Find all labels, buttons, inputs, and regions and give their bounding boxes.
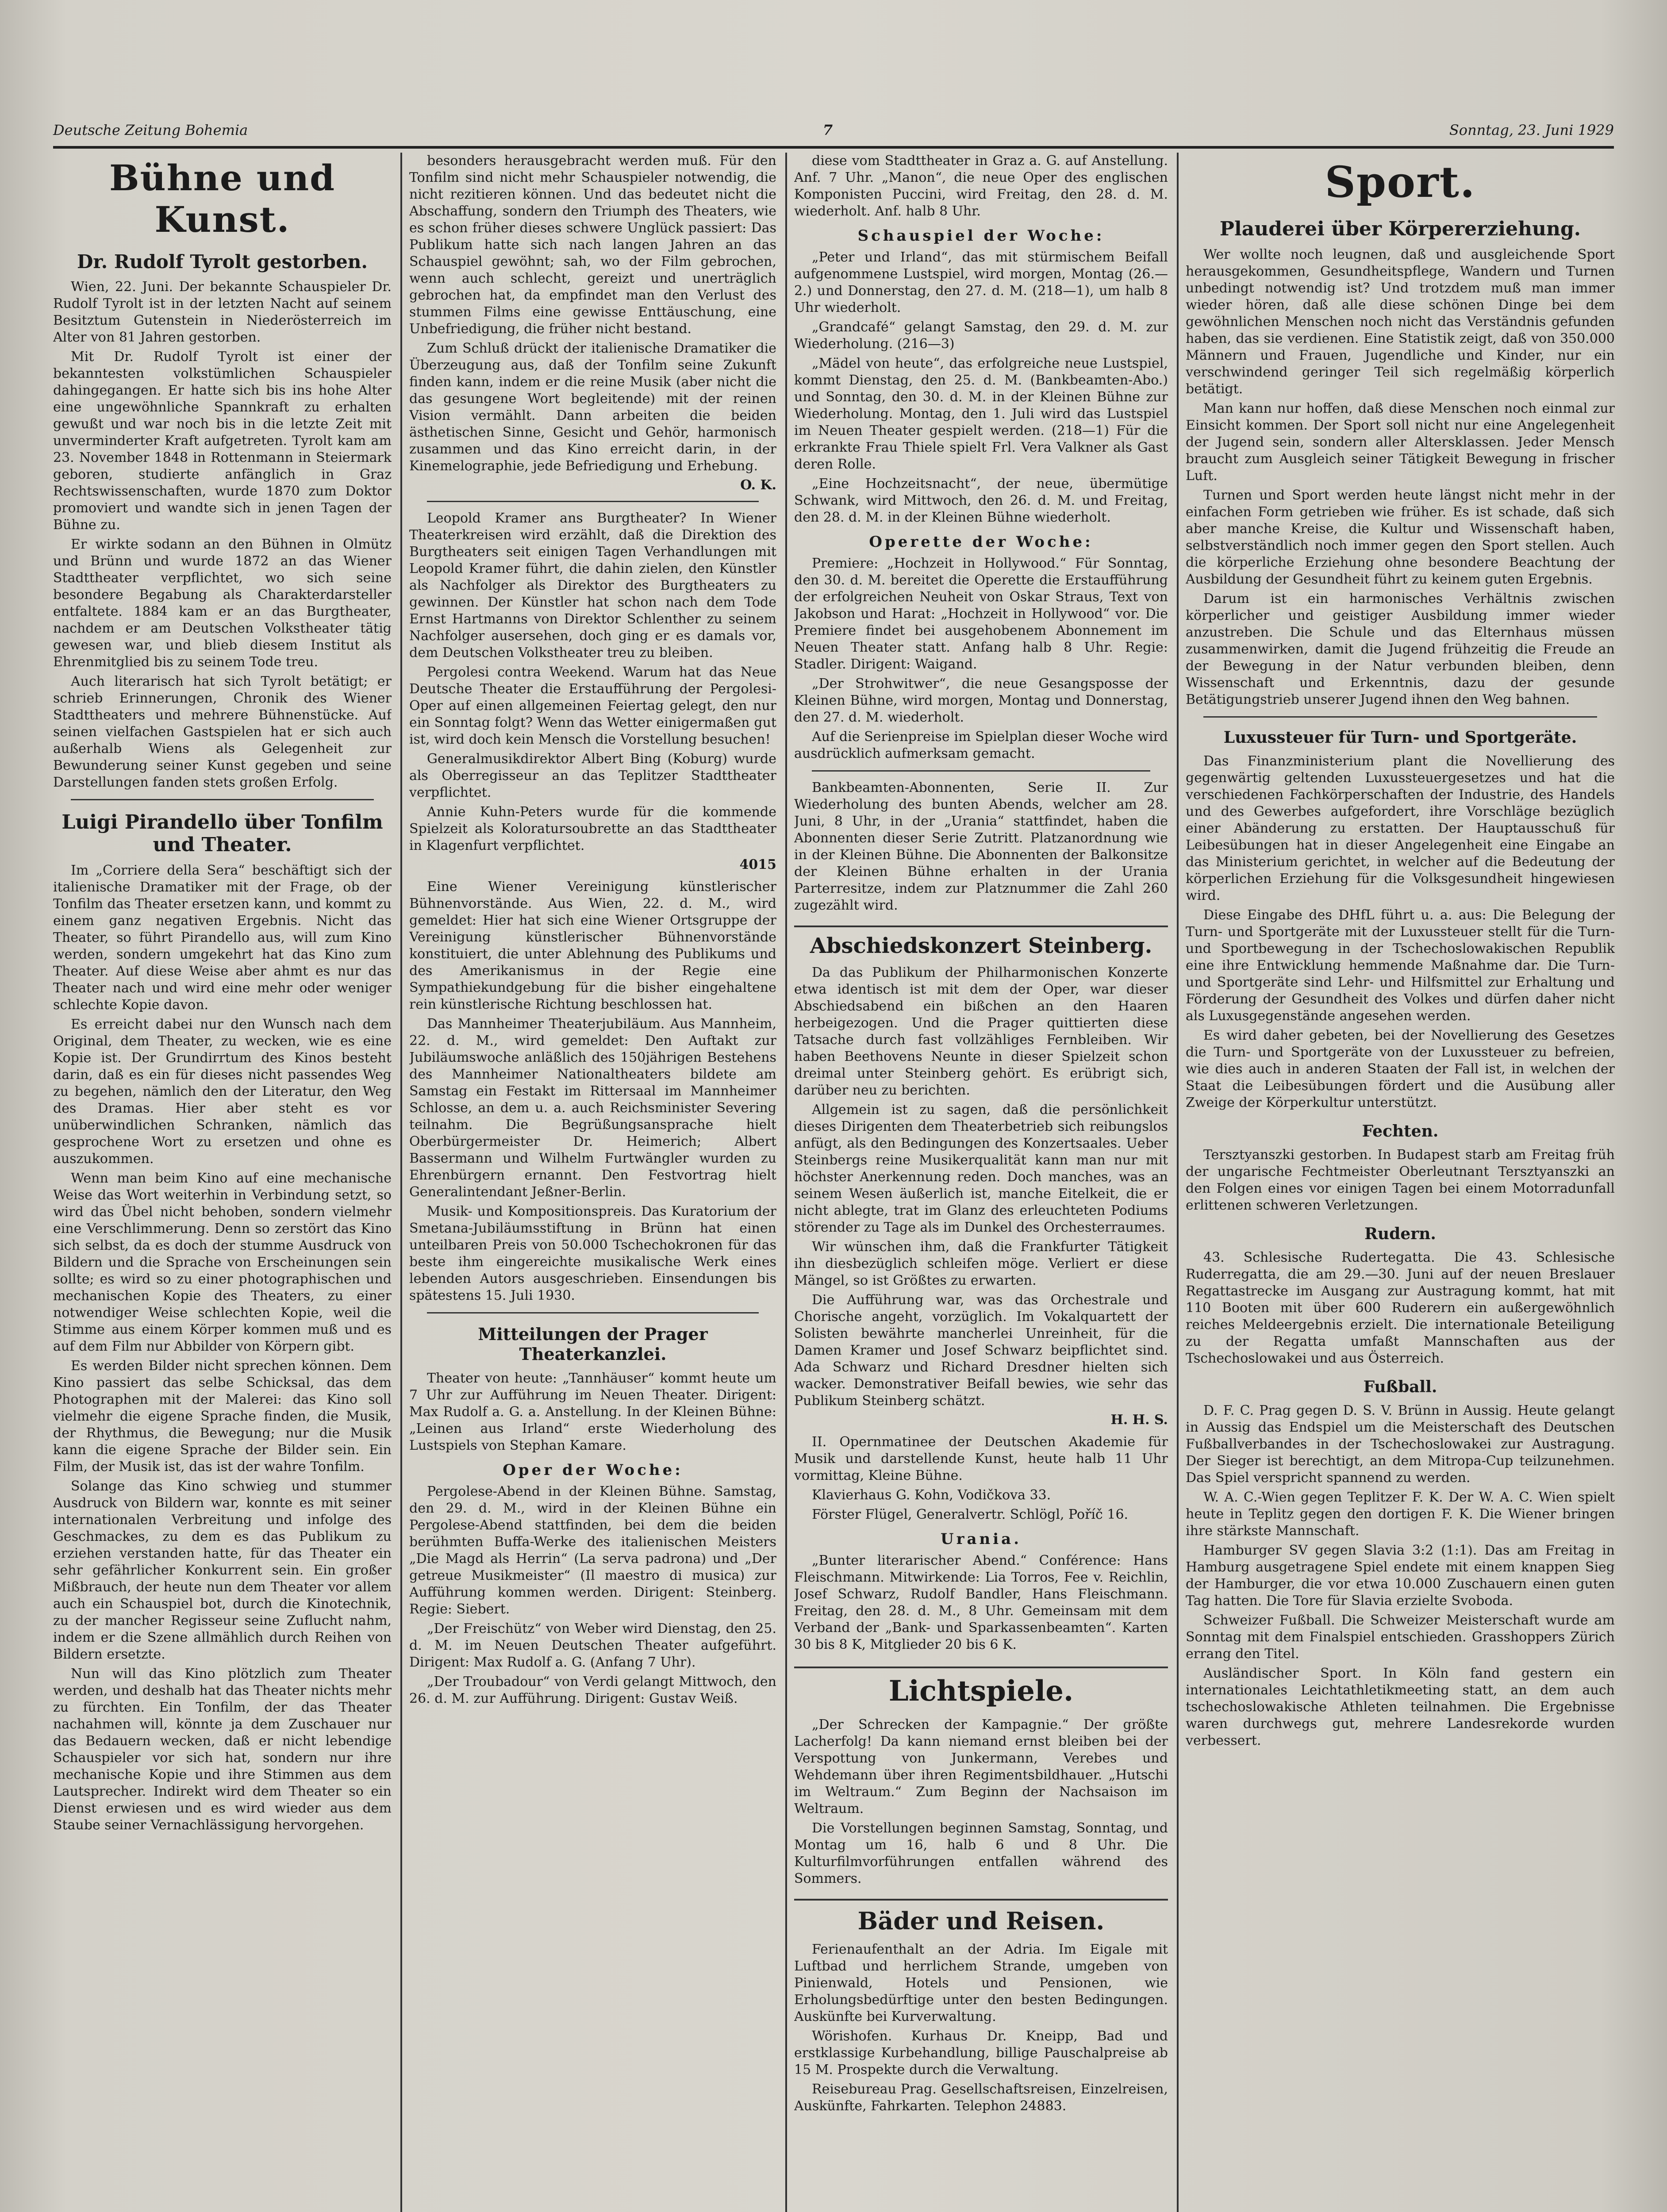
news-item: Ausländischer Sport. In Köln fand gestern ein internationales Leichtathletikmeeting statt, an dem auch tschechoslowakische Athleten teilnahmen. Die Ergebnisse waren durchwegs gut, mehrere Landesrekorde wurden verbessert.: [1186, 1666, 1615, 1748]
article-paragraph: Solange das Kino schwieg und stummer Ausdruck von Bildern war, konnte es mit seiner internationalen Verbreitung und infolge des Geschmackes, zu dem es das Publikum zu erziehen verstanden hatte, für das Theater ein sehr gefährlicher Konkurrent sein. Ein großer Mißbrauch, der heute nun dem Theater vor allem auch ein Schauspiel bot, durch die Kinotechnik, zu der mancher Regisseur seine Zuflucht nahm, indem er die Szene allmählich durch Reihen von Bildern ersetzte.: [53, 1479, 392, 1662]
article-paragraph: Die Aufführung war, was das Orchestrale und Chorische angeht, vorzüglich. Im Vokalquartett der Solisten bewährte mancherlei Unreinheit, für die Damen Kramer und Josef Schwarz beipflichtet sind. Ada Schwarz und Richard Dresdner hielten sich wacker. Demonstrativer Beifall bewies, wie sehr das Publikum Steinberg schätzt.: [794, 1292, 1168, 1409]
news-item: Auf die Serienpreise im Spielplan dieser Woche wird ausdrücklich aufmerksam gemacht.: [794, 729, 1168, 761]
news-item: Die Vorstellungen beginnen Samstag, Sonntag, und Montag um 16, halb 6 und 8 Uhr. Die Kulturfilmvorführungen entfallen während des Sommers.: [794, 1820, 1168, 1886]
article-paragraph: Turnen und Sport werden heute längst nicht mehr in der einfachen Form getrieben wie früher. Es ist schade, daß sich aber manche Kreise, die Kultur und Wissenschaft haben, selbstverständlich noch immer gegen den Sport stellen. Auch die körperliche Erziehung ohne besondere Beachtung der Ausbildung der Gesundheit führt zu keinem guten Ergebnis.: [1186, 488, 1615, 587]
news-item: Musik- und Kompositionspreis. Das Kuratorium der Smetana-Jubiläumsstiftung in Brünn hat einen unteilbaren Preis von 50.000 Tschechokronen für das beste ihm eingereichte musikalische Werk eines lebenden Autors ausgeschrieben. Einsendungen bis spätestens 15. Juli 1930.: [409, 1204, 776, 1303]
fussball-title: Fußball.: [1363, 1378, 1437, 1396]
news-item: Tersztyanszki gestorben. In Budapest starb am Freitag früh der ungarische Fechtmeister Oberleutnant Tersztyanszki an den Folgen eines vor einigen Tagen bei einem Motorradunfall erlittenen schweren Verletzungen.: [1186, 1147, 1615, 1213]
mitteilungen-title: Mitteilungen der Prager Theaterkanzlei.: [478, 1324, 708, 1364]
article-paragraph: Mit Dr. Rudolf Tyrolt ist einer der bekanntesten volkstümlichen Schauspieler dahingegangen. Er hatte sich bis ins hohe Alter eine ungewöhnliche Spannkraft zu erhalten gewußt und war noch bis in die letzte Zeit mit unverminderter Kraft aufgetreten. Tyrolt kam am 23. November 1848 in Rottenmann in Steiermark geboren, studierte anfänglich in Graz Rechtswissenschaften, wurde 1870 zum Doktor promoviert und wandte sich in jenen Tagen der Bühne zu.: [53, 349, 392, 533]
news-item: Schweizer Fußball. Die Schweizer Meisterschaft wurde am Sonntag mit dem Finalspiel entschieden. Grasshoppers Zürich errang den Titel.: [1186, 1613, 1615, 1662]
news-item: Hamburger SV gegen Slavia 3:2 (1:1). Das am Freitag in Hamburg ausgetragene Spiel endete mit einem knappen Sieg der Hamburger, die vor etwa 10.000 Zuschauern einen guten Tag hatten. Die Tore für Slavia erzielte Svoboda.: [1186, 1543, 1615, 1609]
steinberg-title: Abschiedskonzert Steinberg.: [794, 926, 1168, 958]
news-item: II. Opernmatinee der Deutschen Akademie für Musik und darstellende Kunst, heute halb 11 Uhr vormittag, Kleine Bühne.: [794, 1434, 1168, 1483]
section-title-sport: Sport.: [1325, 157, 1476, 207]
news-item: „Der Strohwitwer“, die neue Gesangsposse der Kleinen Bühne, wird morgen, Montag und Donnerstag, den 27. d. M. wiederholt.: [794, 676, 1168, 725]
newspaper-name: Deutsche Zeitung Bohemia: [53, 122, 248, 138]
divider: [427, 1312, 759, 1313]
article-paragraph: Es wird daher gebeten, bei der Novellierung des Gesetzes die Turn- und Sportgeräte von der Luxussteuer zu befreien, wie dies auch in anderen Staaten der Fall ist, in welchen der Staat die Leibesübungen fördert und die Ausübung aller Zweige der Körperkultur unterstützt.: [1186, 1028, 1615, 1110]
news-item: 43. Schlesische Rudertegatta. Die 43. Schlesische Ruderregatta, die am 29.—30. Juni auf der neuen Breslauer Regattastrecke im Ausgang zur Austragung kommt, hat mit 110 Booten mit über 600 Ruderern ein außergewöhnlich reiches Meldeergebnis erzielt. Die internationale Beteiligung zu der Regatta umfaßt Mannschaften aus der Tschechoslowakei und aus Österreich.: [1186, 1250, 1615, 1366]
news-item: Pergolese-Abend in der Kleinen Bühne. Samstag, den 29. d. M., wird in der Kleinen Bühne ein Pergolese-Abend stattfinden, bei dem die beiden berühmten Buffa-Werke des italienischen Meisters „Die Magd als Herrin“ (La serva padrona) und „Der getreue Musikmeister“ (Il maestro di musica) zur Aufführung kommen werden. Dirigent: Steinberg. Regie: Siebert.: [409, 1484, 776, 1617]
article-title-koerpererziehung: Plauderei über Körpererziehung.: [1219, 218, 1581, 240]
advert-line: Förster Flügel, Generalvertr. Schlögl, Poříč 16.: [812, 1507, 1129, 1522]
news-item: W. A. C.-Wien gegen Teplitzer F. K. Der W. A. C. Wien spielt heute in Teplitz gegen den dortigen F. K. Die Wiener bringen ihre stärkste Mannschaft.: [1186, 1490, 1615, 1539]
article-paragraph: besonders herausgebracht werden muß. Für den Tonfilm sind nicht mehr Schauspieler notwendig, die nicht rezitieren können. Und das bedeutet nicht die Abschaffung, sondern den Triumph des Theaters, wie es schon früher dieses schwere Unglück passiert: Das Publikum hatte sich nach langen Jahren an das Schauspiel gewöhnt; sah, wo der Film gebrochen, wenn auch schlecht, gereizt und unerträglich gebrochen hat, da empfindet man den Verlust des stummen Films eine gewisse Enttäuschung, eine Unbefriedigung, die früher nicht bestand.: [409, 153, 776, 337]
article-paragraph: Diese Eingabe des DHfL führt u. a. aus: Die Belegung der Turn- und Sportgeräte mit der Luxussteuer stellt für die Turn- und Sportbewegung in der Tschechoslowakischen Republik eine ihre Entwicklung hemmende Maßnahme dar. Die Turn- und Sportgeräte sind Lehr- und Hilfsmittel zur Erhaltung und Förderung der Gesundheit des Volkes und dürfen daher nicht als Luxusgegenstände angesehen werden.: [1186, 907, 1615, 1024]
news-item: diese vom Stadttheater in Graz a. G. auf Anstellung. Anf. 7 Uhr. „Manon“, die neue Oper des englischen Komponisten Puccini, wird Freitag, den 28. d. M. wiederholt. Anf. halb 8 Uhr.: [794, 153, 1168, 219]
rudern-title: Rudern.: [1364, 1225, 1436, 1243]
news-item: Eine Wiener Vereinigung künstlerischer Bühnenvorstände. Aus Wien, 22. d. M., wird gemeldet: Hier hat sich eine Wiener Ortsgruppe der Vereinigung künstlerischer Bühnenvorstände konstituiert, die unter Ablehnung des Publikums und des Amerikanismus in der Regie eine Sympathiekundgebung für die bisher eingehaltene rein künstlerische Richtung beschlossen hat.: [409, 879, 776, 1012]
news-item: D. F. C. Prag gegen D. S. V. Brünn in Aussig. Heute gelangt in Aussig das Endspiel um die Meisterschaft des Deutschen Fußballverbandes in der Tschechoslowakei zur Austragung. Der Sieger ist berechtigt, an dem Mitropa-Cup teilzunehmen. Das Spiel verspricht spannend zu werden.: [1186, 1403, 1615, 1486]
article-paragraph: Wenn man beim Kino auf eine mechanische Weise das Wort weiterhin in Verbindung setzt, so wird das Übel nicht behoben, sondern vielmehr eine Verschlimmerung. Denn so zerstört das Kino sich selbst, da es doch der stumme Ausdruck von Bildern und die Sprache von Erscheinungen sein sollte; es wird so zu einer photographischen und mechanischen Kopie des Theaters, zu einer notwendiger Weise schlechten Kopie, weil die Stimme aus einem Körper kommen muß und es auf dem Film nur Abbilder von Körpern gibt.: [53, 1171, 392, 1354]
news-item: „Grandcafé“ gelangt Samstag, den 29. d. M. zur Wiederholung. (216—3): [794, 319, 1168, 352]
news-item: „Mädel von heute“, das erfolgreiche neue Lustspiel, kommt Dienstag, den 25. d. M. (Bankbeamten-Abo.) und Sonntag, den 30. d. M. in der Kleinen Bühne zur Wiederholung. Montag, den 1. Juli wird das Lustspiel im Neuen Theater gespielt werden. (218—1) Für die erkrankte Frau Thiele spielt Frl. Vera Valkner als Gast deren Rolle.: [794, 356, 1168, 472]
column-rule: [785, 153, 787, 2212]
section-title-buehne: Bühne und Kunst.: [109, 157, 336, 240]
urania-title: Urania.: [940, 1530, 1022, 1548]
news-item: „Der Troubadour“ von Verdi gelangt Mittwoch, den 26. d. M. zur Aufführung. Dirigent: Gustav Weiß.: [409, 1674, 776, 1706]
article-paragraph: Es erreicht dabei nur den Wunsch nach dem Original, dem Theater, zu wecken, wie es eine Kopie ist. Der Grundirrtum des Kinos besteht darin, daß es ein für dieses nicht passendes Weg zu begehen, nämlich den der Literatur, den Weg des Dramas. Hier aber steht es vor unüberwindlichen Schranken, nämlich das gesprochene Wort zu ersetzen und ohne es auszukommen.: [53, 1017, 392, 1167]
lichtspiele-title: Lichtspiele.: [794, 1667, 1168, 1708]
article-paragraph: Da das Publikum der Philharmonischen Konzerte etwa identisch ist mit dem der Oper, war dieser Abschiedsabend ein bißchen an den Haaren herbeigezogen. Und die Prager quittierten diese Tatsache durch fast vollzähliges Fernbleiben. Wir haben Beethovens Neunte in dieser Spielzeit schon dreimal unter Steinberg gehört. Es erübrigt sich, darüber neu zu berichten.: [794, 965, 1168, 1098]
article-paragraph: Wir wünschen ihm, daß die Frankfurter Tätigkeit ihn diesbezüglich schleifen möge. Verliert er diese Mängel, so ist Größtes zu erwarten.: [794, 1239, 1168, 1288]
article-paragraph: Das Finanzministerium plant die Novellierung des gegenwärtig geltenden Luxussteuergesetzes und hat die verschiedenen Fachkörperschaften der Industrie, des Handels und des Gewerbes aufgefordert, ihre Vorschläge bezüglich einer Abänderung zu erstatten. Der Hauptausschuß für Leibesübungen hat in dieser Angelegenheit eine Eingabe an das Ministerium gerichtet, in welcher auf die Bedeutung der körperlichen Erziehung für die Volksgesundheit hingewiesen wird.: [1186, 753, 1615, 903]
article-paragraph: Darum ist ein harmonisches Verhältnis zwischen körperlicher und geistiger Ausbildung immer wieder anzustreben. Die Schule und das Elternhaus müssen zusammenwirken, damit die Jugend frühzeitig die Freude an der Bewegung in der Natur verbunden bleiben, denn Wissenschaft und Erkenntnis, dazu der gesunde Betätigungstrieb unserer Jugend ihnen den Weg bahnen.: [1186, 591, 1615, 707]
news-item: Theater von heute: „Tannhäuser“ kommt heute um 7 Uhr zur Aufführung im Neuen Theater. Dirigent: Max Rudolf a. G. a. Anstellung. In der Kleinen Bühne: „Leinen aus Irland“ erste Wiederholung des Lustspiels von Stephan Kamare.: [409, 1371, 776, 1453]
article-paragraph: Im „Corriere della Sera“ beschäftigt sich der italienische Dramatiker mit der Frage, ob der Tonfilm das Theater ersetzen kann, und kommt zu einem ganz negativen Ergebnis. Nicht das Theater, so führt Pirandello aus, will zum Kino werden, sondern umgekehrt hat das Kino zum Theater. Auf diese Weise aber ahmt es nur das Theater nach und wird eine mehr oder weniger schlechte Kopie davon.: [53, 863, 392, 1013]
divider: [427, 501, 759, 502]
item-code: 4015: [739, 857, 776, 872]
news-item: Generalmusikdirektor Albert Bing (Koburg) wurde als Oberregisseur an das Teplitzer Stadttheater verpflichtet.: [409, 751, 776, 800]
news-item: Das Mannheimer Theaterjubiläum. Aus Mannheim, 22. d. M., wird gemeldet: Den Auftakt zur Jubiläumswoche anläßlich des 150jährigen Bestehens des Mannheimer Nationaltheaters bildete am Samstag ein Festakt im Rittersaal im Mannheimer Schlosse, an dem u. a. auch Reichsminister Severing teilnahm. Die Begrüßungsansprache hielt Oberbürgermeister Dr. Heimerich; Albert Bassermann und Wilhelm Furtwängler wurden zu Ehrenbürgern ernannt. Den Festvortrag hielt Generalintendant Jeßner-Berlin.: [409, 1016, 776, 1200]
issue-date: Sonntag, 23. Juni 1929: [1449, 122, 1614, 138]
news-item: „Der Schrecken der Kampagnie.“ Der größte Lacherfolg! Da kann niemand ernst bleiben bei der Verspottung von Junkermann, Verebes und Wehdemann über ihren Regimentsbildhauer. „Hutschi im Weltraum.“ Zum Beginn der Nachsaison im Weltraum.: [794, 1717, 1168, 1816]
article-paragraph: Auch literarisch hat sich Tyrolt betätigt; er schrieb Erinnerungen, Chronik des Wiener Stadttheaters und mehrere Bühnenstücke. Auf seinen vielfachen Gastspielen hat er sich auch außerhalb Wiens als Gelegenheit zur Bewunderung seiner Kunst gegeben und seine Darstellungen fanden stets großen Erfolg.: [53, 674, 392, 790]
column-2: [409, 153, 776, 2212]
fechten-title: Fechten.: [1362, 1122, 1439, 1141]
page-header: [53, 119, 1614, 149]
article-paragraph: Er wirkte sodann an den Bühnen in Olmütz und Brünn und wurde 1872 an das Wiener Stadttheater verpflichtet, wo sich seine besondere Begabung als Charakterdarsteller entfaltete. 1884 kam er an das Burgtheater, nachdem er am Deutschen Volkstheater tätig gewesen war, und blieb diesem Institut als Ehrenmitglied bis zu seinem Tode treu.: [53, 537, 392, 670]
article-paragraph: Wien, 22. Juni. Der bekannte Schauspieler Dr. Rudolf Tyrolt ist in der letzten Nacht auf seinem Besitztum Gutenstein in Niederösterreich im Alter von 81 Jahren gestorben.: [53, 279, 392, 345]
news-item: Bankbeamten-Abonnenten, Serie II. Zur Wiederholung des bunten Abends, welcher am 28. Juni, 8 Uhr, in der „Urania“ stattfindet, haben die Abonnenten dieser Serie Zutritt. Platzanordnung wie in der Kleinen Bühne. Die Abonnenten der Balkonsitze der Kleinen Bühne erhalten in der Urania Parterresitze, indem zur Platznummer die Zahl 260 zugezählt wird.: [794, 780, 1168, 913]
news-item: „Bunter literarischer Abend.“ Conférence: Hans Fleischmann. Mitwirkende: Lia Torros, Fee v. Reichlin, Josef Schwarz, Rudolf Bandler, Hans Fleischmann. Freitag, den 28. d. M., 8 Uhr. Gemeinsam mit dem Verband der „Bank- und Sparkassenbeamten“. Karten 30 bis 8 K, Mitglieder 20 bis 6 K.: [794, 1553, 1168, 1652]
oper-der-woche-title: Oper der Woche:: [503, 1461, 683, 1479]
news-item: Leopold Kramer ans Burgtheater? In Wiener Theaterkreisen wird erzählt, daß die Direktion des Burgtheaters seit einigen Tagen Verhandlungen mit Leopold Kramer führt, die dahin zielen, den Künstler als Nachfolger als Direktor des Burgtheaters zu gewinnen. Der Künstler hat schon nach dem Tode Ernst Hartmanns von Direktor Schlenther zu seinem Nachfolger ausersehen, doch ging er es damals vor, dem Deutschen Volkstheater treu zu bleiben.: [409, 511, 776, 661]
advert-line: Klavierhaus G. Kohn, Vodičkova 33.: [812, 1487, 1051, 1503]
article-paragraph: Allgemein ist zu sagen, daß die persönlichkeit dieses Dirigenten dem Theaterbetrieb sich reibungslos anfügt, als den Bedingungen des Konzertsaales. Ueber Steinbergs reine Musikerqualität kann man nur mit höchster Anerkennung reden. Doch manches, was an seinem Wesen äußerlich ist, manche Eitelkeit, die er nicht ablegte, trat im Glanz des erleuchteten Podiums störender zu Tage als im Dunkel des Orchesterraumes.: [794, 1102, 1168, 1235]
news-item: Reisebureau Prag. Gesellschaftsreisen, Einzelreisen, Auskünfte, Fahrkarten. Telephon 24883.: [794, 2081, 1168, 2114]
news-item: Pergolesi contra Weekend. Warum hat das Neue Deutsche Theater die Erstaufführung der Pergolesi-Oper auf einen allgemeinen Feiertag gelegt, den nur ein Sonntag folgt? Wenn das Wetter einigermaßen gut ist, wird doch kein Mensch die Vorstellung besuchen!: [409, 664, 776, 747]
article-title-tyrolt: Dr. Rudolf Tyrolt gestorben.: [77, 251, 368, 273]
operette-title: Operette der Woche:: [869, 533, 1093, 551]
news-item: „Eine Hochzeitsnacht“, der neue, übermütige Schwank, wird Mittwoch, den 26. d. M. und Freitag, den 28. d. M. in der Kleinen Bühne wiederholt.: [794, 476, 1168, 525]
column-3: [794, 153, 1168, 2212]
baeder-title: Bäder und Reisen.: [794, 1899, 1168, 1935]
news-item: Premiere: „Hochzeit in Hollywood.“ Für Sonntag, den 30. d. M. bereitet die Operette die Erstaufführung der erfolgreichen Neuheit von Oskar Straus, Text von Jakobson und Harat: „Hochzeit in Hollywood“ vor. Die Premiere findet bei ausgehobenem Abonnement im Neuen Theater statt. Anfang halb 8 Uhr. Regie: Stadler. Dirigent: Waigand.: [794, 556, 1168, 672]
article-paragraph: Zum Schluß drückt der italienische Dramatiker die Überzeugung aus, daß der Tonfilm seine Zukunft finden kann, indem er die reine Musik (aber nicht die das gesungene Wort begleitende) mit der reinen Vision vermählt. Dann arbeiten die beiden ästhetischen Sinne, Gesicht und Gehör, harmonisch zusammen und das Kino erreicht darin, in der Kinemelographie, jede Befriedigung und Erhebung.: [409, 341, 776, 474]
news-item: Annie Kuhn-Peters wurde für die kommende Spielzeit als Koloratursoubrette an das Stadttheater in Klagenfurt verpflichtet.: [409, 804, 776, 853]
news-item: Ferienaufenthalt an der Adria. Im Eigale mit Luftbad und herrlichem Strande, umgeben von Pinienwald, Hotels und Pensionen, wie Erholungsbedürftige unter den besten Bedingungen. Auskünfte bei Kurverwaltung.: [794, 1942, 1168, 2024]
article-title-luxussteuer: Luxussteuer für Turn- und Sportgeräte.: [1223, 728, 1577, 747]
article-paragraph: Es werden Bilder nicht sprechen können. Dem Kino passiert das selbe Schicksal, das dem Photographen mit der Malerei: das Kino soll vielmehr die eigene Sprache finden, die Musik, der Rhythmus, die Bewegung; nur die Musik kann die eigene Sprache der Bilder sein. Ein Film, der Musik ist, das ist der wahre Tonfilm.: [53, 1358, 392, 1475]
news-item: „Der Freischütz“ von Weber wird Dienstag, den 25. d. M. im Neuen Deutschen Theater aufgeführt. Dirigent: Max Rudolf a. G. (Anfang 7 Uhr).: [409, 1621, 776, 1670]
author-signature: H. H. S.: [1110, 1412, 1168, 1428]
article-paragraph: Wer wollte noch leugnen, daß und ausgleichende Sport herausgekommen, Gesundheitspflege, Wandern und Turnen unbedingt notwendig ist? Und trotzdem muß man immer wieder hören, daß alle diese schönen Dinge bei dem gewöhnlichen Menschen noch nicht das Verständnis gefunden haben, das sie verdienen. Eine Statistik zeigt, daß von 350.000 Männern und Frauen, Jugendliche und Kinder, nur ein verschwindend geringer Teil sich regelmäßig körperlich betätigt.: [1186, 247, 1615, 397]
column-rule: [400, 153, 402, 2212]
divider: [1203, 716, 1597, 718]
article-paragraph: Man kann nur hoffen, daß diese Menschen noch einmal zur Einsicht kommen. Der Sport soll nicht nur eine Angelegenheit der Jugend sein, sondern aller Altersklassen. Jeder Mensch braucht zum Ausgleich seiner Tätigkeit Bewegung in frischer Luft.: [1186, 401, 1615, 484]
page-number: 7: [823, 122, 833, 138]
news-item: Wörishofen. Kurhaus Dr. Kneipp, Bad und erstklassige Kurbehandlung, billige Pauschalpreise ab 15 M. Prospekte durch die Verwaltung.: [794, 2028, 1168, 2078]
author-signature: O. K.: [740, 477, 776, 493]
column-1: [53, 153, 392, 2212]
divider: [71, 799, 374, 800]
column-rule: [1177, 153, 1179, 2212]
news-item: „Peter und Irland“, das mit stürmischem Beifall aufgenommene Lustspiel, wird morgen, Montag (26.—2.) und Donnerstag, den 27. d. M. (218—1), um halb 8 Uhr wiederholt.: [794, 250, 1168, 315]
article-paragraph: Nun will das Kino plötzlich zum Theater werden, und deshalb hat das Theater nichts mehr zu fürchten. Ein Tonfilm, der das Theater nachahmen will, könnte ja dem Zuschauer nur das Bedauern wecken, daß er nicht lebendige Schauspieler vor sich hat, sondern nur ihre mechanische Kopie und ihre Stimmen aus dem Lautsprecher. Indirekt wird dem Theater so ein Dienst erwiesen und es wird wieder aus dem Staube seiner Vernachlässigung hervorgehen.: [53, 1666, 392, 1833]
schauspiel-title: Schauspiel der Woche:: [857, 227, 1105, 245]
column-4: [1186, 153, 1615, 2212]
divider: [812, 770, 1150, 772]
article-title-pirandello: Luigi Pirandello über Tonfilm und Theater.: [61, 811, 383, 856]
